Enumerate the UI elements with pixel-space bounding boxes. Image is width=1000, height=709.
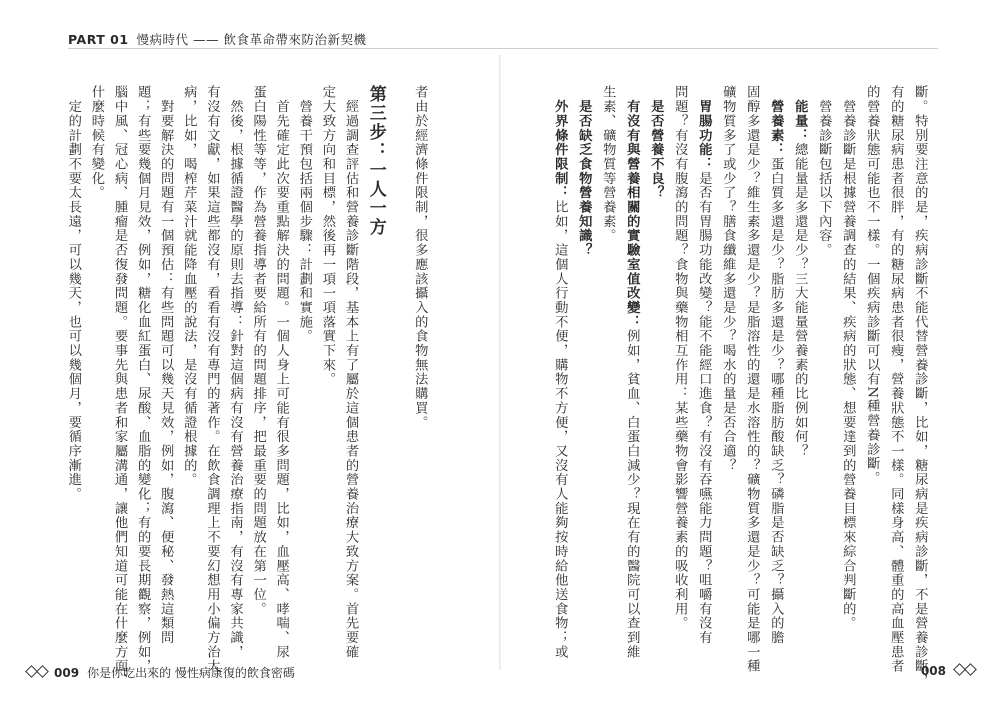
text-column	[321, 85, 334, 386]
running-header	[68, 30, 366, 48]
body-text: 經過調查評估和營養診斷階段，基本上有了屬於這個患者的營養治療大致方案。首先要確	[342, 85, 358, 659]
text-column	[745, 85, 758, 673]
left-page-footer	[26, 664, 295, 681]
text-column	[274, 85, 287, 659]
text-column	[601, 85, 614, 243]
bold-term: 營養素：	[768, 99, 784, 157]
body-text: 營養診斷是根據營養調查的結果、疾病的狀態、想要達到的營養目標來綜合判斷的。	[840, 85, 856, 631]
text-column	[673, 85, 686, 630]
body-text	[624, 85, 639, 99]
body-text: 問題？有沒有腹瀉的問題？食物與藥物相互作用：某些藥物會影響營養素的吸收利用。	[672, 85, 688, 631]
text-column	[913, 85, 926, 688]
text-column	[136, 85, 149, 673]
text-column	[841, 85, 854, 630]
body-text: 然後，根據循證醫學的原則去指導：針對這個病有沒有營養治療指南，有沒有專家共識，	[227, 85, 243, 659]
text-column	[159, 85, 172, 645]
bold-term: 有沒有與營養相關的實驗室值改變：	[624, 99, 640, 329]
body-text: 生素、礦物質等營養素。	[600, 85, 616, 243]
left-page-number: 009	[54, 666, 80, 680]
body-text: 腦中風、冠心病、腫瘤是否復發問題。要事先與患者和家屬溝通，讓他們知道可能在什麼方面、	[111, 85, 127, 688]
body-text: 有的糖尿病患者很胖，有的糖尿病患者很瘦，營養狀態不一樣。同樣身高、體重的高血壓患者	[888, 85, 904, 674]
section-heading: 第三步：一人一方	[365, 85, 386, 237]
text-column	[817, 85, 830, 257]
bold-term: 是否營養不良？	[648, 99, 664, 200]
body-text	[696, 85, 711, 99]
body-text: 營養診斷包括以下內容。	[816, 85, 832, 258]
bold-term: 是否缺乏食物營養知識？	[576, 99, 592, 258]
body-text: 定大致方向和目標，然後再一項一項落實下來。	[319, 85, 335, 387]
body-text: 蛋白陽性等等，作為營養指導者要給所有的問題排序，把最重要的問題放在第一位。	[250, 85, 266, 616]
book-title: 你是你吃出來的 慢性病康復的飲食密碼	[87, 666, 295, 680]
text-column	[413, 85, 426, 429]
body-text: 有沒有文獻，如果這些都沒有，看看有沒有專門的著作。在飲食調理上不要幻想用小偏方治大	[204, 85, 220, 674]
body-text: 者由於經濟條件限制，很多應該攝入的食物無法購買。	[412, 85, 428, 430]
text-column	[182, 85, 195, 487]
body-text: 病，比如，喝榨芹菜汁就能降血壓的說法，是沒有循證根據的。	[181, 85, 197, 487]
body-text: 定的計劃不要太長遠，可以幾天，也可以幾個月，要循序漸進。	[65, 85, 81, 502]
text-column	[697, 85, 710, 645]
text-column	[67, 85, 80, 501]
body-text: 例如，貧血、白蛋白減少？現在有的醫院可以查到維	[624, 328, 640, 660]
text-column	[367, 85, 384, 237]
body-text: 的營養狀態可能也不一樣。一個疾病診斷可以有N種營養診斷。	[864, 85, 880, 486]
text-column	[205, 85, 218, 673]
right-page-number: 008	[920, 664, 946, 678]
text-column	[865, 85, 878, 485]
text-column	[344, 85, 357, 659]
bold-term: 能量：	[792, 99, 808, 143]
body-text: 首先確定此次要重點解決的問題。一個人身上可能有很多問題，比如，血壓高、哮喘、尿	[273, 85, 289, 659]
text-column	[649, 85, 662, 200]
bold-term: 外界條件限制：	[552, 99, 568, 200]
diamond-icon	[964, 663, 977, 676]
text-column	[228, 85, 241, 659]
body-text: 固醇多還是少？維生素多還是少？是脂溶性的還是水溶性的？礦物質多還是少？可能是哪一種	[744, 85, 760, 674]
diamond-icon	[36, 665, 49, 678]
right-page-footer	[921, 664, 976, 678]
body-text	[648, 85, 663, 99]
body-text: 是否有胃腸功能改變？能不能經口進食？有沒有吞嚥能力問題？咀嚼有沒有	[696, 171, 712, 645]
body-text: 營養干預包括兩個步驟：計劃和實施。	[296, 85, 312, 344]
body-text: 礦物質多了或少了？膳食纖維多還是少？喝水的量是否合適？	[720, 85, 736, 473]
body-text	[576, 85, 591, 99]
text-column	[113, 85, 126, 688]
body-text: 斷。特別要注意的是，疾病診斷不能代替營養診斷，比如，糖尿病是疾病診斷，不是營養診斷，	[912, 85, 928, 688]
body-text	[552, 85, 567, 99]
chapter-title: 慢病時代 —— 飲食革命帶來防治新契機	[136, 32, 367, 47]
body-text: 比如，這個人行動不便，購物不方便，又沒有人能夠按時給他送食物；或	[552, 199, 568, 660]
text-column	[90, 85, 103, 200]
text-column	[251, 85, 264, 616]
body-text: 對要解決的問題有一個預估：有些問題可以幾天見效，例如，腹瀉、便秘、發熱這類問	[158, 85, 174, 645]
text-column	[721, 85, 734, 472]
bold-term: 胃腸功能：	[696, 99, 712, 172]
text-column	[577, 85, 590, 257]
body-text: 題；有些要幾個月見效，例如，糖化血紅蛋白、尿酸、血脂的變化；有的要長期觀察，例如，	[135, 85, 151, 674]
text-column	[889, 85, 902, 673]
header-rule	[68, 48, 938, 49]
text-column	[553, 85, 566, 659]
body-text: 總能量是多還是少？三大能量營養素的比例如何？	[792, 142, 808, 459]
body-text	[768, 85, 783, 99]
part-label: PART 01	[68, 32, 129, 47]
body-text	[792, 85, 807, 99]
text-column	[625, 85, 638, 659]
text-column	[793, 85, 806, 458]
body-text: 什麼時候有變化。	[88, 85, 104, 200]
text-column	[769, 85, 782, 645]
book-gutter	[499, 55, 501, 670]
body-text: 蛋白質多還是少？脂肪多還是少？哪種脂肪酸缺乏？磷脂是否缺乏？攝入的膽	[768, 156, 784, 645]
text-column	[298, 85, 311, 343]
